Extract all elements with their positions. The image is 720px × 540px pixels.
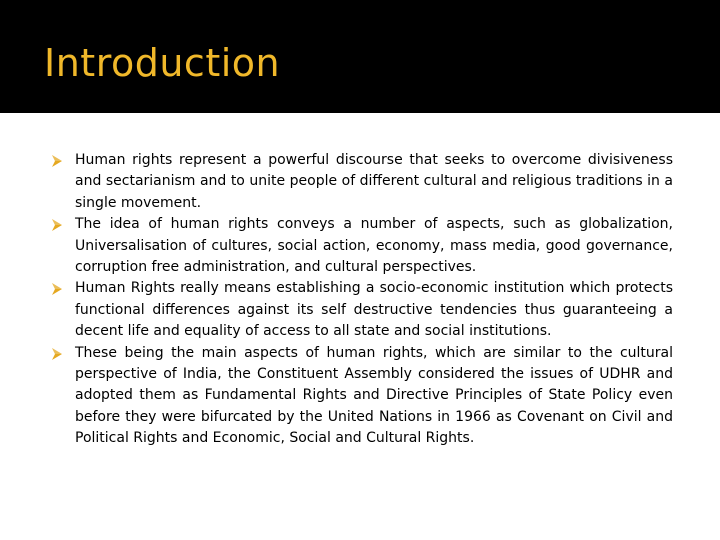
bullet-text: Human Rights really means establishing a socio-economic institution which protects functional differences against its self destructive tendencies thus guaranteeing a decent life and equality of access to all state and social institutions.: [75, 280, 673, 340]
bullet-item: [50, 343, 673, 450]
bullet-text: These being the main aspects of human rights, which are similar to the cultural perspective of India, the Constituent Assembly considered the issues of UDHR and adopted them as Fundamental Rights and Directive Principles of State Policy even before they were bifurcated by the United Nations in 1966 as Covenant on Civil and Political Rights and Economic, Social and Cultural Rights.: [75, 344, 673, 447]
arrow-bullet-icon: [50, 278, 64, 299]
slide-title: Introduction: [44, 41, 281, 85]
arrow-bullet-icon: [50, 214, 64, 235]
bullet-item: [50, 150, 673, 214]
bullet-item: [50, 214, 673, 278]
bullet-item: [50, 278, 673, 342]
bullet-text: The idea of human rights conveys a number of aspects, such as globalization, Universalisation of cultures, social action, economy, mass media, good governance, corruption free administration, and cultural perspectives.: [75, 216, 673, 276]
bullet-list: [50, 150, 673, 450]
arrow-bullet-icon: [50, 343, 64, 364]
arrow-bullet-icon: [50, 150, 64, 171]
bullet-text: Human rights represent a powerful discourse that seeks to overcome divisiveness and sectarianism and to unite people of different cultural and religious traditions in a single movement.: [75, 152, 673, 211]
